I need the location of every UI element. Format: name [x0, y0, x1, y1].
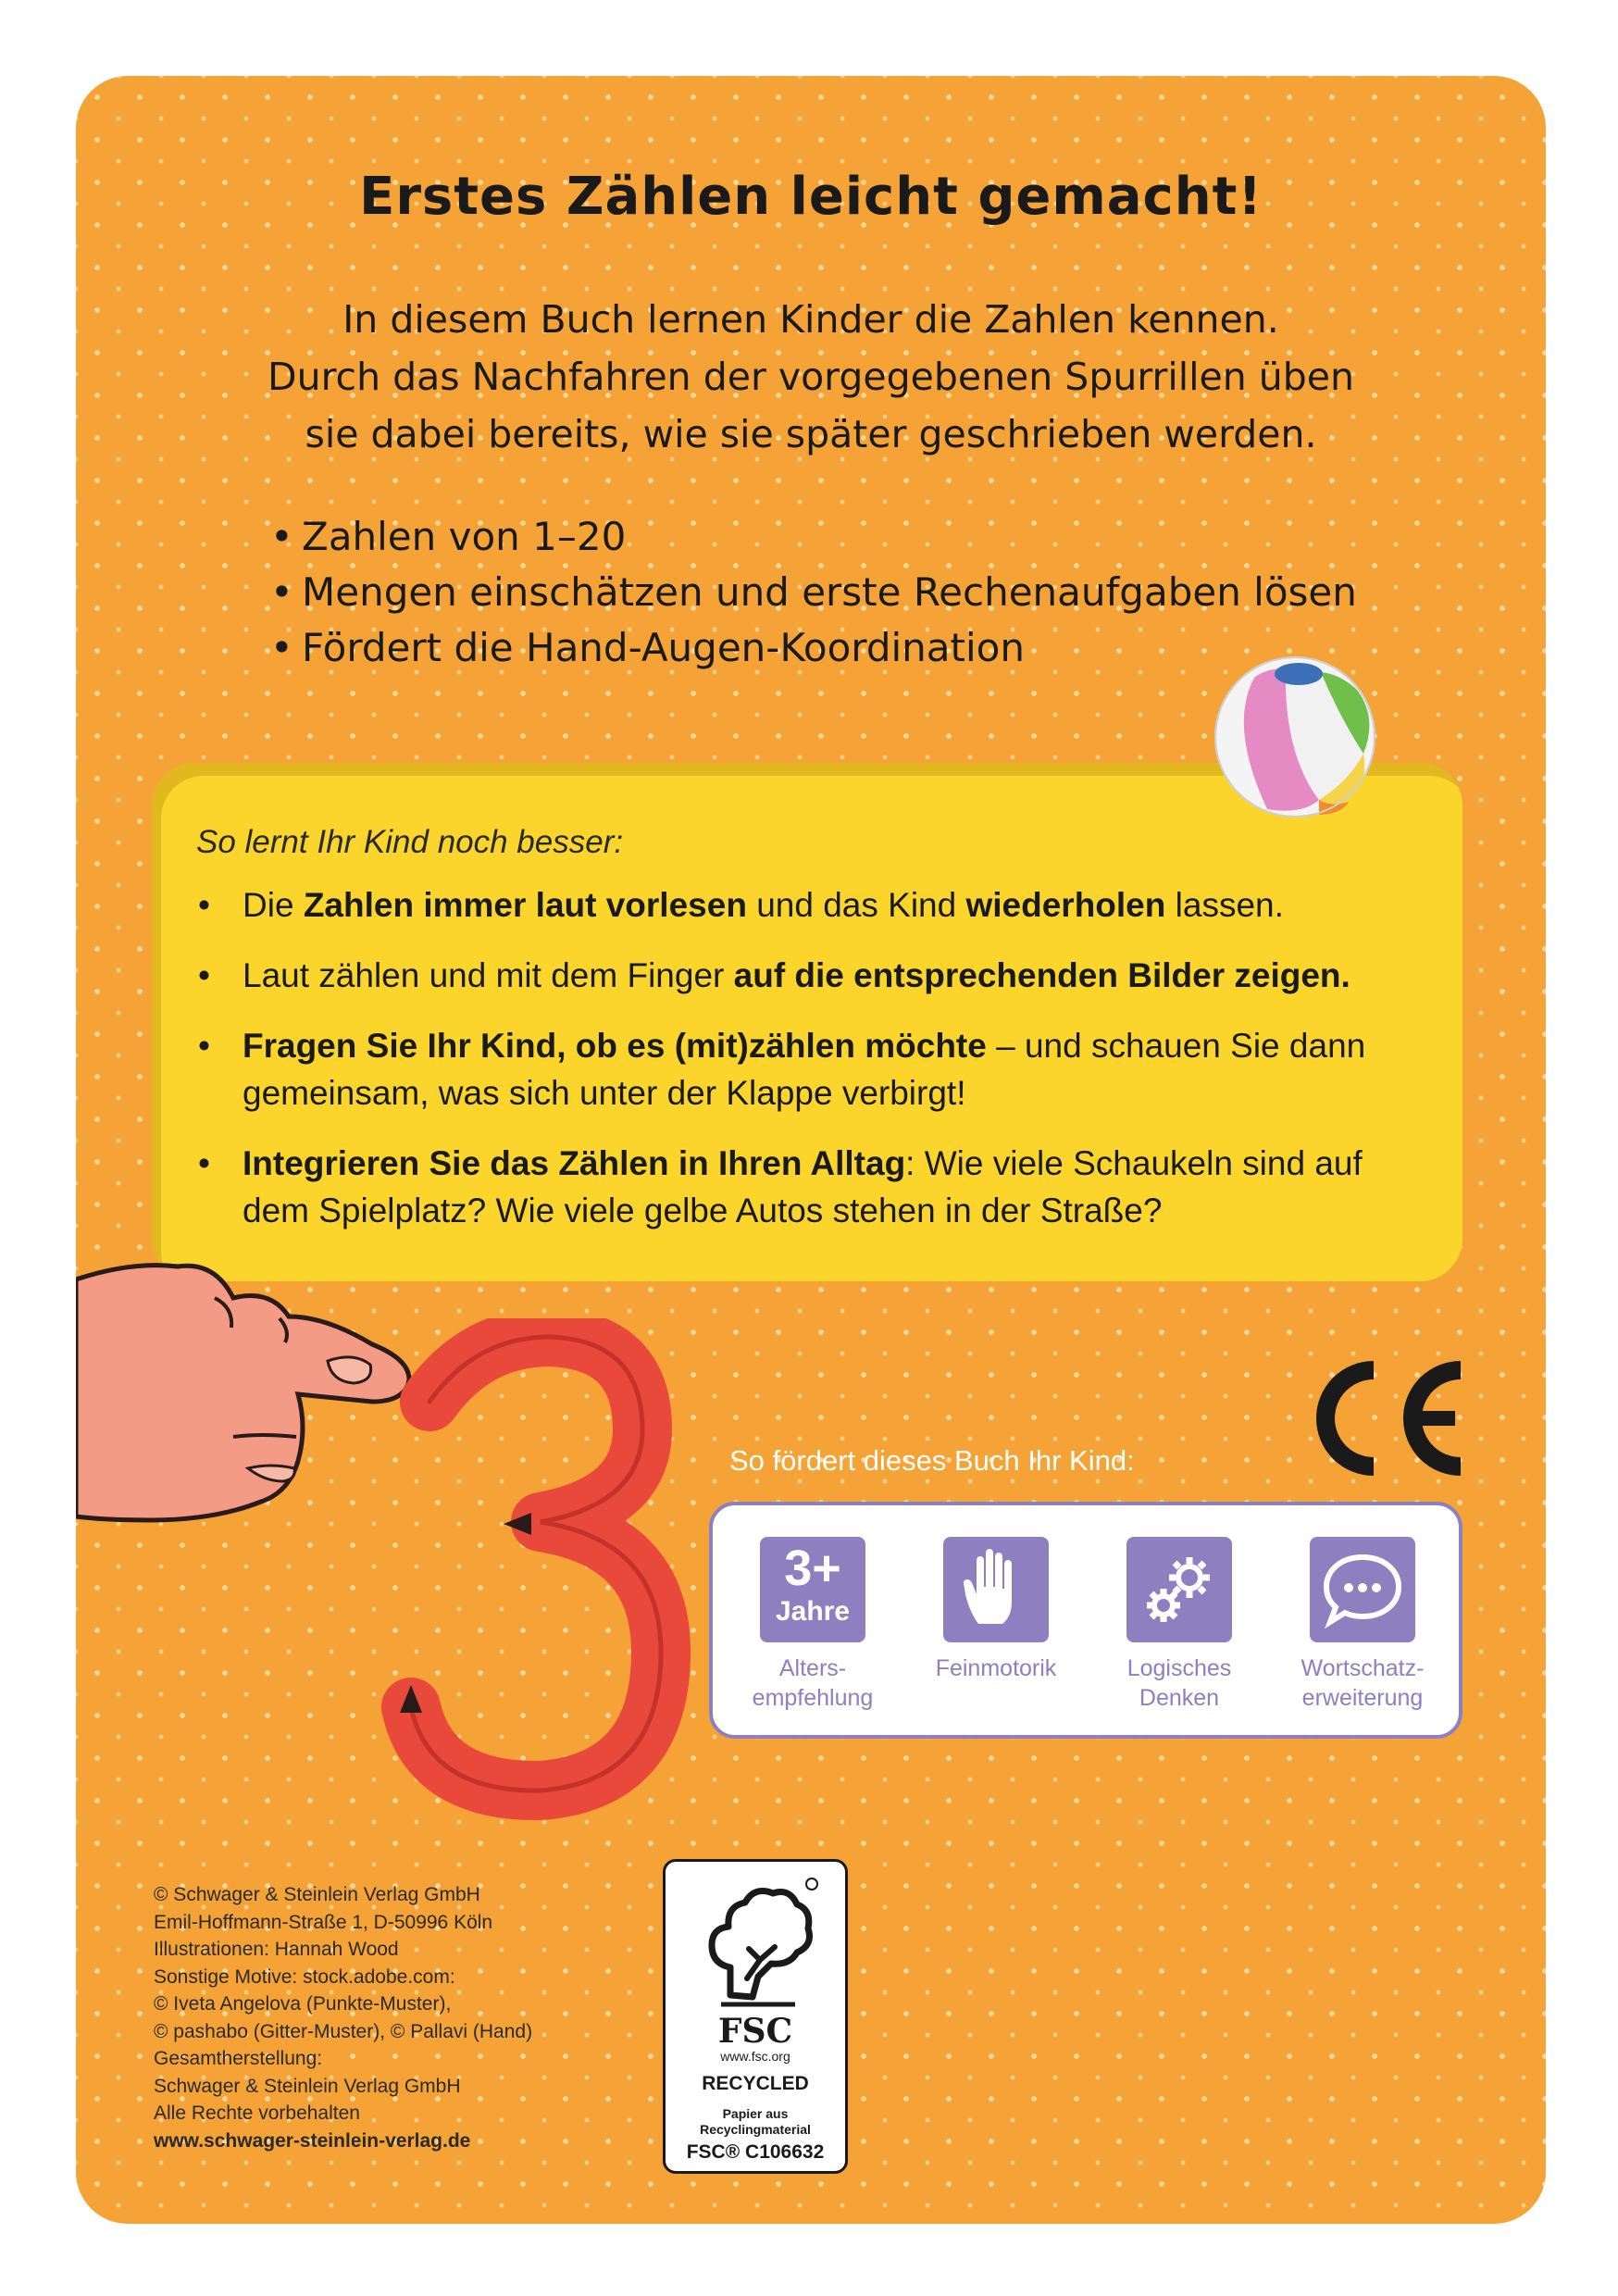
fsc-paper-note — [666, 2106, 845, 2138]
tip-item — [196, 1140, 1437, 1234]
tip-bold: Fragen Sie Ihr Kind, ob es (mit)zählen möchte — [243, 1027, 987, 1065]
fsc-name: FSC — [717, 2012, 793, 2051]
label-line: Feinmotorik — [935, 1655, 1057, 1681]
speech-bubble-icon — [1310, 1537, 1415, 1642]
fsc-tree-icon — [693, 1875, 823, 2014]
intro-text — [187, 291, 1435, 463]
feature-item: • Fördert die Hand-Augen-Koordination — [270, 620, 1357, 676]
label-line: empfehlung — [752, 1685, 874, 1711]
tip-text: : Wie viele Schaukeln sind auf dem Spielplatz? Wie viele gelbe Autos stehen in der Straße? — [243, 1144, 1363, 1229]
fsc-label — [663, 1859, 848, 2174]
gears-icon — [1126, 1537, 1232, 1642]
intro-line: sie dabei bereits, wie sie später geschrieben werden. — [305, 412, 1317, 456]
tip-bold: Integrieren Sie das Zählen in Ihren Alltag — [243, 1144, 906, 1182]
tip-text: und das Kind — [746, 886, 966, 924]
ce-mark-icon — [1303, 1354, 1470, 1483]
age-unit: Jahre — [775, 1596, 851, 1627]
label-line: Alters- — [778, 1655, 847, 1681]
feature-item: • Mengen einschätzen und erste Rechenaufgaben lösen — [270, 565, 1357, 620]
fsc-paper-line: Recyclingmaterial — [700, 2122, 811, 2137]
tip-bold: wiederholen — [965, 886, 1166, 924]
feature-list — [270, 509, 1357, 676]
skill-fine-motor — [913, 1537, 1079, 1683]
label-line: Logisches — [1126, 1655, 1232, 1681]
tip-text: Die — [243, 886, 304, 924]
imprint-line: Schwager & Steinlein Verlag GmbH — [154, 2075, 461, 2097]
skill-vocabulary — [1279, 1537, 1446, 1713]
skill-logic — [1096, 1537, 1263, 1713]
beach-ball-icon — [1210, 652, 1380, 822]
tips-heading: So lernt Ihr Kind noch besser: — [196, 824, 624, 860]
imprint-line: Emil-Hoffmann-Straße 1, D-50996 Köln — [154, 1911, 493, 1933]
imprint-line: Sonstige Motive: stock.adobe.com: — [154, 1965, 455, 1988]
skill-label — [1279, 1653, 1446, 1713]
tip-item — [196, 952, 1437, 999]
tip-text: – und schauen Sie dann gemeinsam, was sich unter der Klappe verbirgt! — [243, 1027, 1366, 1112]
imprint-line: © Iveta Angelova (Punkte-Muster), — [154, 1993, 452, 2015]
tip-text: Laut zählen und mit dem Finger — [243, 956, 734, 994]
tip-bold: auf die entsprechenden Bilder zeigen. — [733, 956, 1350, 994]
imprint-line: Alle Rechte vorbehalten — [154, 2103, 360, 2124]
age-label — [729, 1653, 896, 1713]
tip-text: lassen. — [1165, 886, 1284, 924]
tips-list — [196, 881, 1437, 1257]
imprint-line: Illustrationen: Hannah Wood — [154, 1939, 399, 1960]
imprint — [154, 1881, 532, 2154]
intro-line: Durch das Nachfahren der vorgegebenen Spurrillen üben — [268, 355, 1354, 399]
label-line: Wortschatz- — [1301, 1655, 1425, 1681]
tip-item — [196, 1022, 1437, 1117]
tip-item — [196, 881, 1437, 929]
page-title: Erstes Zählen leicht gemacht! — [359, 167, 1263, 227]
intro-line: In diesem Buch lernen Kinder die Zahlen kennen. — [342, 297, 1279, 342]
feature-item: • Zahlen von 1–20 — [270, 509, 1357, 565]
age-badge-icon — [760, 1537, 865, 1642]
label-line: Denken — [1139, 1685, 1220, 1711]
back-cover — [76, 76, 1546, 2224]
age-number: 3+ — [784, 1541, 841, 1596]
fsc-url: www.fsc.org — [720, 2049, 790, 2064]
skill-label — [913, 1653, 1079, 1683]
promo-caption: So fördert dieses Buch Ihr Kind: — [729, 1444, 1135, 1477]
tips-box — [152, 763, 1462, 1281]
hand-icon — [943, 1537, 1049, 1642]
imprint-line: Gesamtherstellung: — [154, 2048, 323, 2069]
imprint-line: © Schwager & Steinlein Verlag GmbH — [154, 1884, 480, 1905]
publisher-website-link[interactable]: www.schwager-steinlein-verlag.de — [154, 2129, 471, 2152]
age-recommendation — [729, 1537, 896, 1713]
skills-panel — [709, 1502, 1462, 1739]
fsc-license-code: FSC® C106632 — [686, 2141, 825, 2163]
fsc-recycled: RECYCLED — [702, 2073, 809, 2094]
skill-label — [1096, 1653, 1263, 1713]
tip-bold: Zahlen immer laut vorlesen — [303, 886, 747, 924]
imprint-line: © pashabo (Gitter-Muster), © Pallavi (Hand) — [154, 2020, 533, 2042]
fsc-paper-line: Papier aus — [722, 2106, 789, 2121]
traceable-number-three — [365, 1318, 735, 1828]
label-line: erweiterung — [1301, 1685, 1424, 1711]
